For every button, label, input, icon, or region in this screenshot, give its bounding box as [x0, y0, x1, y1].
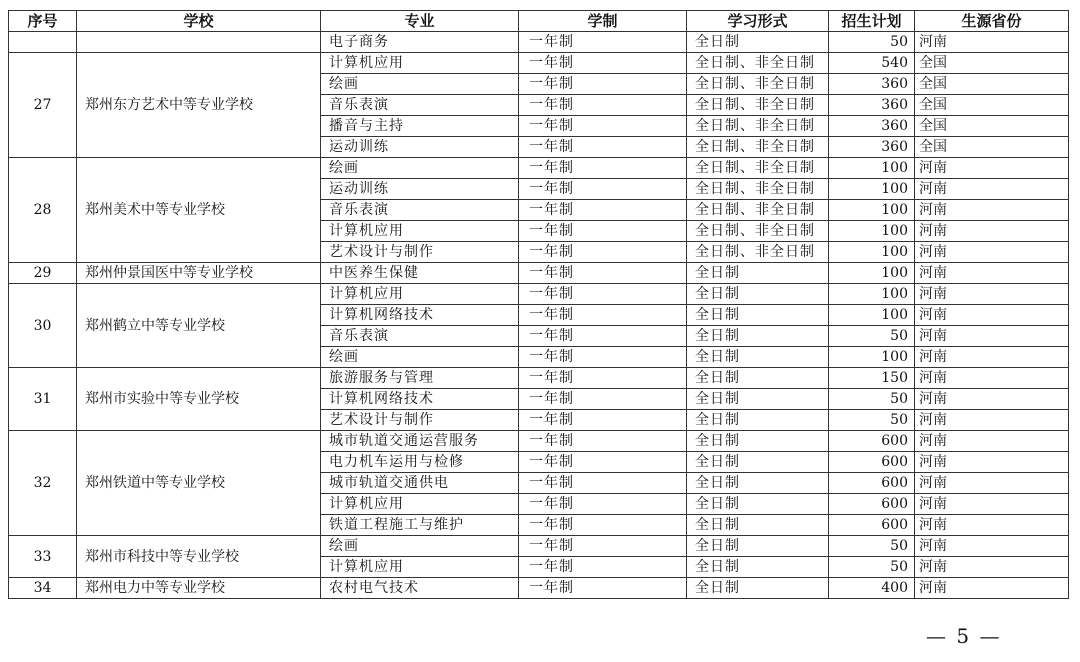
- cell-duration: 一年制: [519, 473, 687, 494]
- cell-major: 绘画: [321, 536, 519, 557]
- cell-index: 33: [9, 536, 77, 578]
- table-row: [9, 284, 1069, 305]
- cell-study-mode: 全日制: [687, 494, 829, 515]
- cell-enrollment-plan: 50: [829, 410, 915, 431]
- cell-study-mode: 全日制、非全日制: [687, 221, 829, 242]
- table-row: [9, 263, 1069, 284]
- table-header-row: [9, 11, 1069, 32]
- cell-major: 绘画: [321, 74, 519, 95]
- header-duration: 学制: [519, 11, 687, 32]
- cell-major: 绘画: [321, 158, 519, 179]
- cell-study-mode: 全日制: [687, 389, 829, 410]
- page-number: — 5 —: [926, 624, 1002, 648]
- cell-school: 郑州东方艺术中等专业学校: [77, 53, 321, 158]
- cell-duration: 一年制: [519, 431, 687, 452]
- enrollment-table: [8, 10, 1069, 599]
- table-row: [9, 53, 1069, 74]
- cell-duration: 一年制: [519, 557, 687, 578]
- cell-major: 电子商务: [321, 32, 519, 53]
- cell-major: 计算机网络技术: [321, 305, 519, 326]
- cell-duration: 一年制: [519, 494, 687, 515]
- cell-major: 绘画: [321, 347, 519, 368]
- cell-study-mode: 全日制: [687, 473, 829, 494]
- cell-index: 34: [9, 578, 77, 599]
- cell-major: 计算机应用: [321, 221, 519, 242]
- cell-duration: 一年制: [519, 347, 687, 368]
- cell-enrollment-plan: 100: [829, 200, 915, 221]
- cell-study-mode: 全日制: [687, 578, 829, 599]
- table-row: [9, 536, 1069, 557]
- header-major: 专业: [321, 11, 519, 32]
- cell-study-mode: 全日制、非全日制: [687, 179, 829, 200]
- table-row: [9, 158, 1069, 179]
- cell-major: 中医养生保健: [321, 263, 519, 284]
- cell-study-mode: 全日制: [687, 452, 829, 473]
- table-row: [9, 368, 1069, 389]
- cell-study-mode: 全日制: [687, 515, 829, 536]
- cell-study-mode: 全日制: [687, 431, 829, 452]
- cell-duration: 一年制: [519, 263, 687, 284]
- cell-source-province: 河南: [915, 578, 1069, 599]
- cell-enrollment-plan: 100: [829, 221, 915, 242]
- header-school: 学校: [77, 11, 321, 32]
- cell-source-province: 河南: [915, 221, 1069, 242]
- cell-source-province: 河南: [915, 515, 1069, 536]
- table-row: [9, 578, 1069, 599]
- cell-enrollment-plan: 600: [829, 473, 915, 494]
- cell-study-mode: 全日制、非全日制: [687, 242, 829, 263]
- cell-enrollment-plan: 50: [829, 557, 915, 578]
- cell-enrollment-plan: 100: [829, 347, 915, 368]
- cell-school: 郑州铁道中等专业学校: [77, 431, 321, 536]
- cell-duration: 一年制: [519, 200, 687, 221]
- cell-source-province: 河南: [915, 326, 1069, 347]
- cell-duration: 一年制: [519, 515, 687, 536]
- cell-major: 播音与主持: [321, 116, 519, 137]
- cell-school: 郑州市科技中等专业学校: [77, 536, 321, 578]
- cell-major: 电力机车运用与检修: [321, 452, 519, 473]
- cell-study-mode: 全日制、非全日制: [687, 158, 829, 179]
- cell-duration: 一年制: [519, 116, 687, 137]
- cell-study-mode: 全日制: [687, 263, 829, 284]
- cell-duration: 一年制: [519, 74, 687, 95]
- cell-duration: 一年制: [519, 389, 687, 410]
- cell-major: 艺术设计与制作: [321, 410, 519, 431]
- cell-major: 运动训练: [321, 137, 519, 158]
- cell-source-province: 全国: [915, 137, 1069, 158]
- cell-source-province: 河南: [915, 32, 1069, 53]
- cell-source-province: 河南: [915, 368, 1069, 389]
- cell-source-province: 河南: [915, 200, 1069, 221]
- cell-enrollment-plan: 360: [829, 95, 915, 116]
- cell-enrollment-plan: 100: [829, 305, 915, 326]
- cell-enrollment-plan: 600: [829, 494, 915, 515]
- cell-source-province: 河南: [915, 158, 1069, 179]
- cell-index: 31: [9, 368, 77, 431]
- header-index: 序号: [9, 11, 77, 32]
- cell-index: 29: [9, 263, 77, 284]
- cell-source-province: 河南: [915, 284, 1069, 305]
- header-study-mode: 学习形式: [687, 11, 829, 32]
- cell-major: 城市轨道交通供电: [321, 473, 519, 494]
- cell-duration: 一年制: [519, 53, 687, 74]
- cell-major: 音乐表演: [321, 95, 519, 116]
- cell-school: 郑州鹤立中等专业学校: [77, 284, 321, 368]
- cell-major: 艺术设计与制作: [321, 242, 519, 263]
- cell-enrollment-plan: 100: [829, 242, 915, 263]
- cell-duration: 一年制: [519, 137, 687, 158]
- cell-enrollment-plan: 100: [829, 158, 915, 179]
- cell-source-province: 河南: [915, 452, 1069, 473]
- cell-study-mode: 全日制、非全日制: [687, 137, 829, 158]
- cell-enrollment-plan: 50: [829, 536, 915, 557]
- cell-major: 计算机应用: [321, 53, 519, 74]
- cell-source-province: 全国: [915, 95, 1069, 116]
- table-row: [9, 32, 1069, 53]
- cell-source-province: 河南: [915, 473, 1069, 494]
- cell-study-mode: 全日制、非全日制: [687, 53, 829, 74]
- cell-enrollment-plan: 600: [829, 431, 915, 452]
- cell-major: 铁道工程施工与维护: [321, 515, 519, 536]
- cell-source-province: 河南: [915, 263, 1069, 284]
- cell-duration: 一年制: [519, 536, 687, 557]
- cell-index: 27: [9, 53, 77, 158]
- cell-school: 郑州市实验中等专业学校: [77, 368, 321, 431]
- cell-source-province: 全国: [915, 74, 1069, 95]
- table-body: [9, 32, 1069, 599]
- cell-study-mode: 全日制: [687, 536, 829, 557]
- cell-source-province: 河南: [915, 536, 1069, 557]
- cell-enrollment-plan: 360: [829, 74, 915, 95]
- cell-study-mode: 全日制: [687, 32, 829, 53]
- cell-study-mode: 全日制、非全日制: [687, 200, 829, 221]
- cell-study-mode: 全日制、非全日制: [687, 116, 829, 137]
- cell-enrollment-plan: 50: [829, 32, 915, 53]
- cell-study-mode: 全日制: [687, 368, 829, 389]
- cell-duration: 一年制: [519, 305, 687, 326]
- cell-duration: 一年制: [519, 284, 687, 305]
- cell-study-mode: 全日制: [687, 284, 829, 305]
- cell-major: 音乐表演: [321, 326, 519, 347]
- cell-enrollment-plan: 360: [829, 137, 915, 158]
- cell-source-province: 河南: [915, 179, 1069, 200]
- cell-duration: 一年制: [519, 452, 687, 473]
- cell-index: [9, 32, 77, 53]
- cell-enrollment-plan: 100: [829, 284, 915, 305]
- cell-major: 计算机应用: [321, 557, 519, 578]
- cell-major: 计算机应用: [321, 284, 519, 305]
- cell-enrollment-plan: 50: [829, 389, 915, 410]
- cell-major: 运动训练: [321, 179, 519, 200]
- cell-major: 城市轨道交通运营服务: [321, 431, 519, 452]
- cell-school: 郑州仲景国医中等专业学校: [77, 263, 321, 284]
- cell-major: 计算机网络技术: [321, 389, 519, 410]
- cell-duration: 一年制: [519, 158, 687, 179]
- cell-enrollment-plan: 400: [829, 578, 915, 599]
- cell-duration: 一年制: [519, 410, 687, 431]
- cell-enrollment-plan: 100: [829, 179, 915, 200]
- cell-study-mode: 全日制: [687, 305, 829, 326]
- cell-school: [77, 32, 321, 53]
- cell-duration: 一年制: [519, 368, 687, 389]
- cell-enrollment-plan: 600: [829, 452, 915, 473]
- cell-enrollment-plan: 360: [829, 116, 915, 137]
- cell-major: 计算机应用: [321, 494, 519, 515]
- cell-school: 郑州电力中等专业学校: [77, 578, 321, 599]
- cell-major: 旅游服务与管理: [321, 368, 519, 389]
- cell-major: 农村电气技术: [321, 578, 519, 599]
- cell-source-province: 全国: [915, 53, 1069, 74]
- header-source-province: 生源省份: [915, 11, 1069, 32]
- cell-source-province: 河南: [915, 347, 1069, 368]
- cell-enrollment-plan: 50: [829, 326, 915, 347]
- cell-duration: 一年制: [519, 221, 687, 242]
- cell-enrollment-plan: 100: [829, 263, 915, 284]
- cell-enrollment-plan: 540: [829, 53, 915, 74]
- cell-duration: 一年制: [519, 95, 687, 116]
- cell-study-mode: 全日制、非全日制: [687, 74, 829, 95]
- cell-enrollment-plan: 600: [829, 515, 915, 536]
- cell-study-mode: 全日制: [687, 326, 829, 347]
- header-enrollment-plan: 招生计划: [829, 11, 915, 32]
- cell-study-mode: 全日制: [687, 410, 829, 431]
- cell-duration: 一年制: [519, 32, 687, 53]
- cell-source-province: 河南: [915, 494, 1069, 515]
- cell-source-province: 河南: [915, 389, 1069, 410]
- cell-study-mode: 全日制: [687, 347, 829, 368]
- cell-duration: 一年制: [519, 578, 687, 599]
- cell-school: 郑州美术中等专业学校: [77, 158, 321, 263]
- cell-index: 30: [9, 284, 77, 368]
- cell-duration: 一年制: [519, 326, 687, 347]
- cell-source-province: 河南: [915, 305, 1069, 326]
- cell-source-province: 河南: [915, 242, 1069, 263]
- cell-source-province: 河南: [915, 410, 1069, 431]
- cell-duration: 一年制: [519, 179, 687, 200]
- cell-source-province: 全国: [915, 116, 1069, 137]
- cell-study-mode: 全日制: [687, 557, 829, 578]
- table-row: [9, 431, 1069, 452]
- cell-index: 32: [9, 431, 77, 536]
- enrollment-table-container: [8, 10, 1069, 599]
- cell-study-mode: 全日制、非全日制: [687, 95, 829, 116]
- cell-duration: 一年制: [519, 242, 687, 263]
- cell-index: 28: [9, 158, 77, 263]
- cell-source-province: 河南: [915, 557, 1069, 578]
- cell-source-province: 河南: [915, 431, 1069, 452]
- cell-enrollment-plan: 150: [829, 368, 915, 389]
- cell-major: 音乐表演: [321, 200, 519, 221]
